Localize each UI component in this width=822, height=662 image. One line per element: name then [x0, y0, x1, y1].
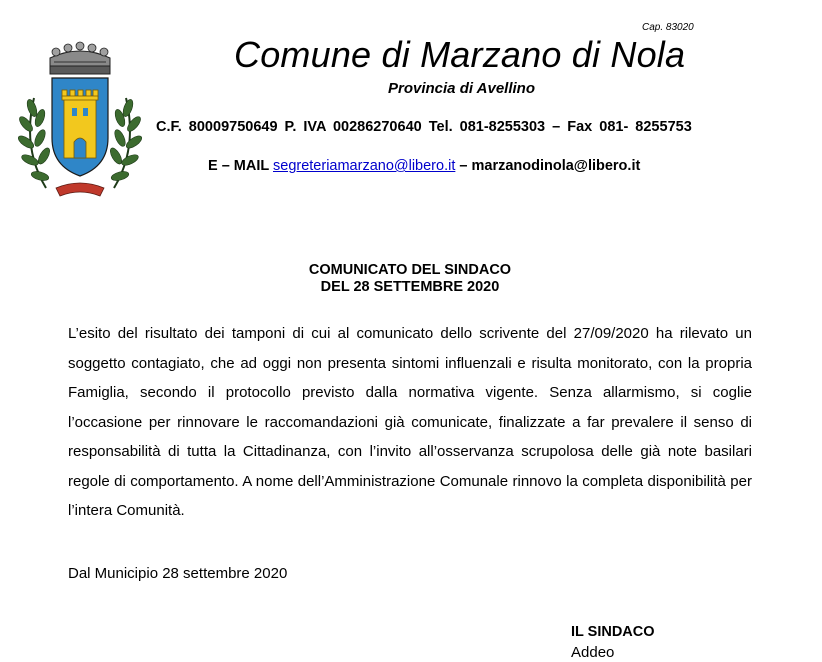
signature-title: IL SINDACO [571, 624, 655, 640]
municipality-title: Comune di Marzano di Nola [234, 34, 686, 75]
contact-details: C.F. 80009750649 P. IVA 00286270640 Tel. 081-8255303 – Fax 081- 8255753 [156, 119, 692, 135]
email-secondary: – marzanodinola@libero.it [455, 158, 641, 174]
coat-of-arms-icon [16, 38, 144, 202]
province-name: Provincia di Avellino [388, 80, 535, 97]
crown-icon [50, 42, 110, 74]
date-line: Dal Municipio 28 settembre 2020 [68, 565, 288, 582]
communique-body: L’esito del risultato dei tamponi di cui al comunicato dello scrivente del 27/09/2020 ha rilevato un soggetto contagiato, che ad oggi non presenta sintomi influenzali e risulta monitorato, con la propria Famiglia, secondo il protocollo previsto dalla normativa vigente. Senza allarmismo, si coglie l’occasione per rinnovare le raccomandazioni già comunicate, finalizzate a far prevalere il senso di responsabilità di tutta la Cittadinanza, con l’invito all’osservanza scrupolosa delle già note basilari regole di comportamento. A nome dell’Amministrazione Comunale rinnovo la completa disponibilità per l’intera Comunità. [68, 325, 752, 519]
communique-heading [200, 262, 620, 296]
email-label: E – MAIL [208, 158, 273, 174]
heading-line-1: COMUNICATO DEL SINDACO [308, 262, 512, 278]
shield-icon [52, 78, 108, 176]
heading-line-2: DEL 28 SETTEMBRE 2020 [320, 279, 500, 295]
postal-code: Cap. 83020 [642, 22, 694, 33]
signature-name: Addeo [571, 644, 615, 661]
email-row [208, 158, 640, 174]
email-link[interactable]: segreteriamarzano@libero.it [273, 158, 456, 174]
